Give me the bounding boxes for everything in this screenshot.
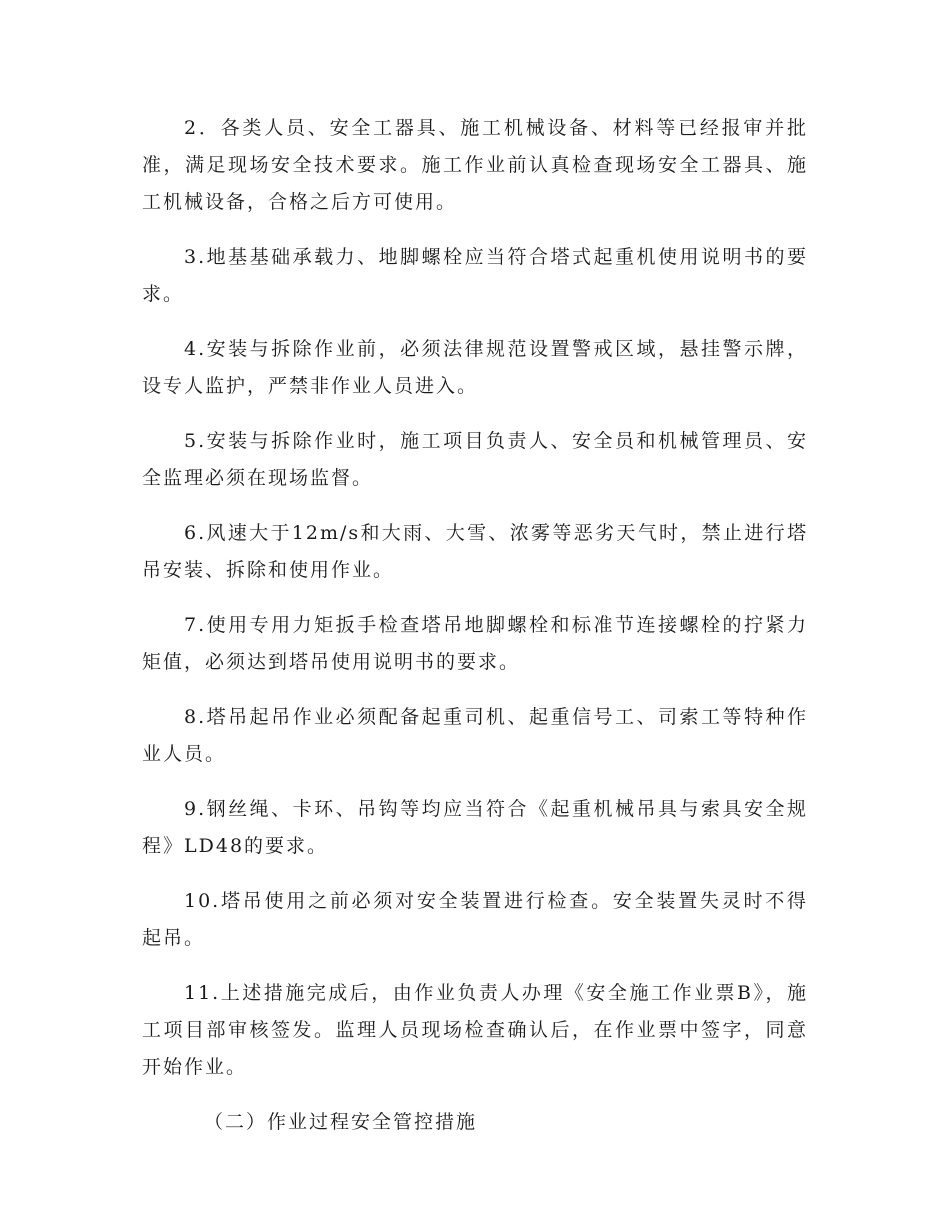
paragraph-item-11: 11.上述措施完成后，由作业负责人办理《安全施工作业票B》，施工项目部审核签发。监理人员现场检查确认后，在作业票中签字，同意开始作业。 — [142, 982, 808, 1078]
paragraph-item-7: 7.使用专用力矩扳手检查塔吊地脚螺栓和标准节连接螺栓的拧紧力矩值，必须达到塔吊使用说明书的要求。 — [142, 614, 808, 673]
paragraph-item-6: 6.风速大于12m/s和大雨、大雪、浓雾等恶劣天气时，禁止进行塔吊安装、拆除和使用作业。 — [142, 522, 808, 581]
paragraph-item-8: 8.塔吊起吊作业必须配备起重司机、起重信号工、司索工等特种作业人员。 — [142, 706, 808, 765]
paragraph-item-9: 9.钢丝绳、卡环、吊钩等均应当符合《起重机械吊具与索具安全规程》LD48的要求。 — [142, 798, 808, 857]
paragraph-item-3: 3.地基基础承载力、地脚螺栓应当符合塔式起重机使用说明书的要求。 — [142, 246, 808, 305]
paragraph-item-2: 2．各类人员、安全工器具、施工机械设备、材料等已经报审并批准，满足现场安全技术要求。施工作业前认真检查现场安全工器具、施工机械设备，合格之后方可使用。 — [142, 117, 808, 213]
paragraph-item-5: 5.安装与拆除作业时，施工项目负责人、安全员和机械管理员、安全监理必须在现场监督。 — [142, 430, 808, 489]
paragraph-item-4: 4.安装与拆除作业前，必须法律规范设置警戒区域，悬挂警示牌，设专人监护，严禁非作业人员进入。 — [142, 338, 808, 397]
paragraph-item-10: 10.塔吊使用之前必须对安全装置进行检查。安全装置失灵时不得起吊。 — [142, 890, 808, 949]
section-heading: （二）作业过程安全管控措施 — [204, 1111, 478, 1133]
document-body — [142, 110, 808, 1141]
